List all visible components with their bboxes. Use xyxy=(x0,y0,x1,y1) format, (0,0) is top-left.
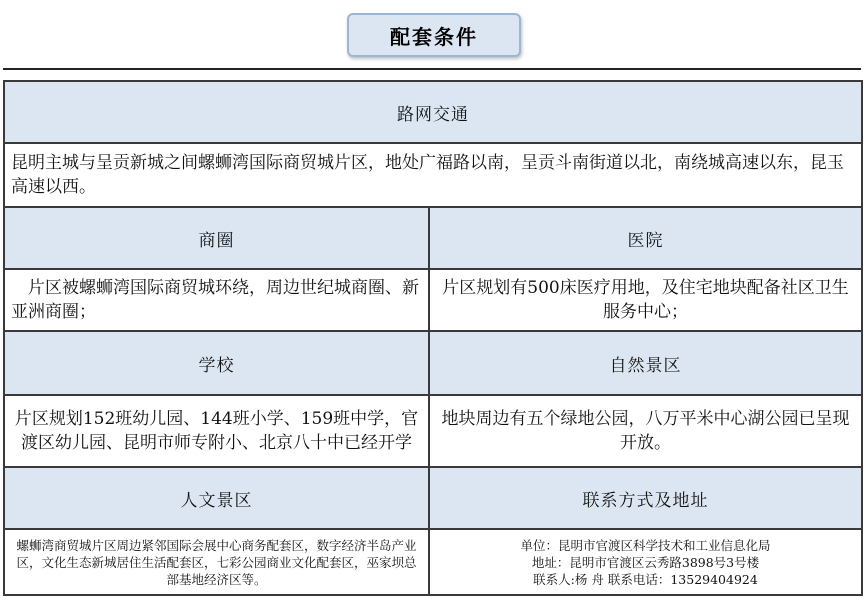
business-heading: 商圈 xyxy=(4,207,429,269)
culture-text: 螺蛳湾商贸城片区周边紧邻国际会展中心商务配套区，数字经济半岛产业区，文化生态新城居住生活配套区，七彩公园商业文化配套区，巫家坝总部基地经济区等。 xyxy=(4,529,429,595)
scenery-heading: 自然景区 xyxy=(429,331,862,395)
scenery-text: 地块周边有五个绿地公园，八万平米中心湖公园已呈现开放。 xyxy=(429,395,862,467)
page-title: 配套条件 xyxy=(347,13,521,57)
divider xyxy=(3,68,861,70)
school-heading: 学校 xyxy=(4,331,429,395)
contact-heading: 联系方式及地址 xyxy=(429,467,862,529)
business-text: 片区被螺蛳湾国际商贸城环绕，周边世纪城商圈、新亚洲商圈； xyxy=(4,269,429,331)
hospital-text: 片区规划有500床医疗用地，及住宅地块配备社区卫生服务中心； xyxy=(429,269,862,331)
culture-heading: 人文景区 xyxy=(4,467,429,529)
traffic-text: 昆明主城与呈贡新城之间螺蛳湾国际商贸城片区，地处广福路以南，呈贡斗南街道以北，南绕城高速以东，昆玉高速以西。 xyxy=(4,143,862,207)
contact-unit: 单位：昆明市官渡区科学技术和工业信息化局 xyxy=(520,537,771,553)
contact-address: 地址：昆明市官渡区云秀路3898号3号楼 xyxy=(531,554,760,570)
school-text: 片区规划152班幼儿园、144班小学、159班中学，官渡区幼儿园、昆明市师专附小、北京八十中已经开学 xyxy=(4,395,429,467)
contact-block xyxy=(429,529,862,595)
facilities-table xyxy=(3,80,863,596)
hospital-heading: 医院 xyxy=(429,207,862,269)
traffic-heading: 路网交通 xyxy=(4,81,862,143)
contact-person: 联系人:杨 舟 联系电话：13529404924 xyxy=(533,571,758,587)
